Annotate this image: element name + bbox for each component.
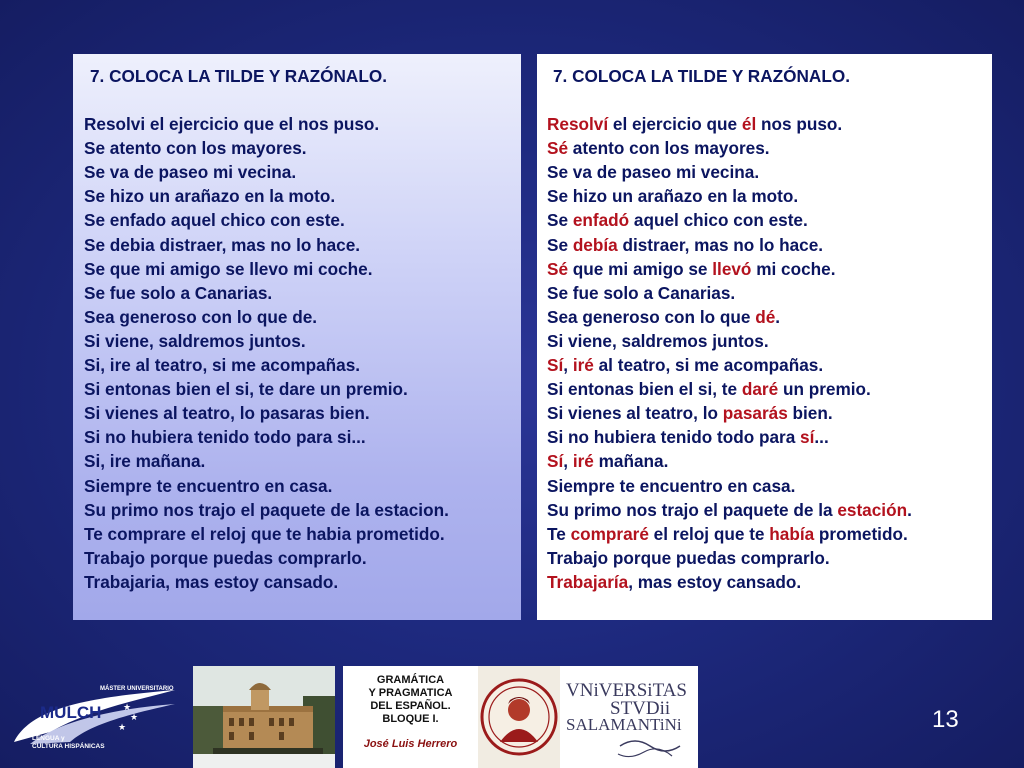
left-sentence: Siempre te encuentro en casa.	[84, 475, 333, 496]
right-sentence	[547, 233, 982, 257]
right-sentence	[547, 474, 982, 498]
right-sentence	[547, 112, 982, 136]
sentence-fragment: bien.	[787, 403, 833, 424]
right-sentence	[547, 449, 982, 473]
sentence-fragment: ,	[563, 355, 573, 376]
logo-sub-text-2: CULTURA HISPÁNICAS	[32, 743, 105, 750]
sentence-fragment: prometido.	[814, 523, 908, 544]
left-sentence: Se va de paseo mi vecina.	[84, 162, 297, 183]
mulch-logo	[10, 680, 180, 760]
left-sentence: Te comprare el reloj que te habia prometido.	[84, 523, 445, 544]
right-sentence	[547, 281, 982, 305]
author-name: José Luis Herrero	[363, 738, 458, 750]
sentence-fragment: ,	[563, 451, 573, 472]
accented-word: Sí	[547, 451, 564, 472]
exercise-panel-left	[73, 54, 521, 620]
sentence-fragment: Se fue solo a Canarias.	[547, 282, 736, 303]
sentence-fragment: Si no hubiera tenido todo para	[547, 427, 801, 448]
accented-word: sí	[800, 427, 815, 448]
accented-word: llevó	[712, 258, 752, 279]
accented-word: había	[769, 523, 815, 544]
left-sentence: Se debia distraer, mas no lo hace.	[84, 234, 361, 255]
right-sentence	[547, 498, 982, 522]
course-line-4: BLOQUE I.	[382, 713, 439, 725]
right-sentence	[547, 257, 982, 281]
accented-word: estación	[837, 499, 908, 520]
sentence-fragment: un premio.	[778, 379, 871, 400]
right-sentence	[547, 522, 982, 546]
sentence-fragment: Si vienes al teatro, lo	[547, 403, 723, 424]
right-sentence	[547, 329, 982, 353]
accented-word: iré	[572, 451, 594, 472]
right-sentence	[547, 570, 982, 594]
svg-text:★: ★	[123, 703, 132, 713]
left-sentence-list	[84, 112, 511, 594]
logo-top-text: MÁSTER UNIVERSITARIO	[100, 686, 174, 692]
sentence-fragment: Trabajo porque puedas comprarlo.	[547, 547, 830, 568]
right-sentence	[547, 401, 982, 425]
university-line-3: SALAMANTiNi	[566, 715, 682, 734]
right-sentence-list	[547, 112, 982, 594]
accented-word: pasarás	[722, 403, 788, 424]
sentence-fragment: Se hizo un arañazo en la moto.	[547, 186, 799, 207]
right-sentence	[547, 208, 982, 232]
svg-text:★: ★	[118, 723, 127, 733]
accented-word: Sé	[547, 138, 569, 159]
sentence-fragment: .	[907, 499, 912, 520]
left-sentence: Trabajo porque puedas comprarlo.	[84, 547, 367, 568]
accented-word: Resolví	[547, 114, 609, 135]
exercise-panel-right	[537, 54, 992, 620]
sentence-fragment: mañana.	[593, 451, 669, 472]
left-sentence: Si, ire mañana.	[84, 451, 206, 472]
left-sentence: Se atento con los mayores.	[84, 138, 307, 159]
left-sentence: Se enfado aquel chico con este.	[84, 210, 345, 231]
course-line-1: GRAMÁTICA	[376, 674, 445, 686]
right-sentence	[547, 305, 982, 329]
left-panel-title: 7. COLOCA LA TILDE Y RAZÓNALO.	[90, 66, 387, 86]
university-line-2: STVDii	[610, 698, 671, 719]
course-line-3: DEL ESPAÑOL.	[370, 700, 451, 712]
sentence-fragment: nos puso.	[756, 114, 843, 135]
right-sentence	[547, 377, 982, 401]
left-sentence: Si vienes al teatro, lo pasaras bien.	[84, 403, 370, 424]
sentence-fragment: al teatro, si me acompañas.	[593, 355, 824, 376]
sentence-fragment: mi coche.	[751, 258, 836, 279]
sentence-fragment: Su primo nos trajo el paquete de la	[547, 499, 838, 520]
right-sentence	[547, 136, 982, 160]
left-sentence: Se hizo un arañazo en la moto.	[84, 186, 336, 207]
left-sentence: Si, ire al teatro, si me acompañas.	[84, 355, 361, 376]
left-sentence: Resolvi el ejercicio que el nos puso.	[84, 114, 380, 135]
university-logo	[560, 666, 698, 768]
sentence-fragment: , mas estoy cansado.	[628, 571, 802, 592]
right-sentence	[547, 425, 982, 449]
sentence-fragment: Siempre te encuentro en casa.	[547, 475, 796, 496]
left-sentence: Si no hubiera tenido todo para si...	[84, 427, 366, 448]
svg-text:★: ★	[130, 713, 139, 723]
sentence-fragment: ...	[814, 427, 829, 448]
logo-name-text: MULCH	[40, 703, 102, 722]
accented-word: Sé	[547, 258, 569, 279]
left-sentence: Su primo nos trajo el paquete de la estacion.	[84, 499, 449, 520]
sentence-fragment: .	[775, 306, 781, 327]
right-sentence	[547, 160, 982, 184]
sentence-fragment: Se	[547, 234, 573, 255]
right-panel-title: 7. COLOCA LA TILDE Y RAZÓNALO.	[553, 66, 850, 86]
accented-word: daré	[741, 379, 779, 400]
university-line-1: VNiVERSiTAS	[566, 680, 687, 701]
sentence-fragment: que mi amigo se	[568, 258, 713, 279]
sentence-fragment: Se	[547, 210, 573, 231]
left-sentence: Se que mi amigo se llevo mi coche.	[84, 258, 373, 279]
accented-word: él	[741, 114, 757, 135]
right-sentence	[547, 184, 982, 208]
left-sentence: Sea generoso con lo que de.	[84, 306, 318, 327]
nebrija-seal-image	[478, 666, 560, 768]
sentence-fragment: el ejercicio que	[608, 114, 742, 135]
accented-word: enfadó	[572, 210, 630, 231]
sentence-fragment: Si viene, saldremos juntos.	[547, 330, 769, 351]
university-building-photo	[193, 666, 335, 768]
right-sentence	[547, 546, 982, 570]
left-sentence: Si viene, saldremos juntos.	[84, 330, 306, 351]
accented-word: Trabajaría	[547, 571, 629, 592]
sentence-fragment: aquel chico con este.	[629, 210, 808, 231]
left-sentence: Se fue solo a Canarias.	[84, 282, 273, 303]
left-sentence: Trabajaria, mas estoy cansado.	[84, 571, 339, 592]
sentence-fragment: Te	[547, 523, 571, 544]
accented-word: compraré	[570, 523, 649, 544]
accented-word: dé	[755, 306, 776, 327]
sentence-fragment: Se va de paseo mi vecina.	[547, 162, 760, 183]
sentence-fragment: distraer, mas no lo hace.	[617, 234, 824, 255]
left-sentence: Si entonas bien el si, te dare un premio.	[84, 379, 408, 400]
page-number: 13	[932, 706, 959, 733]
sentence-fragment: Si entonas bien el si, te	[547, 379, 742, 400]
accented-word: debía	[572, 234, 618, 255]
course-line-2: Y PRAGMATICA	[368, 687, 453, 699]
course-title-box	[343, 666, 478, 768]
logo-sub-text-1: LENGUA y	[32, 735, 65, 742]
sentence-fragment: Sea generoso con lo que	[547, 306, 756, 327]
sentence-fragment: atento con los mayores.	[568, 138, 770, 159]
accented-word: iré	[572, 355, 594, 376]
right-sentence	[547, 353, 982, 377]
sentence-fragment: el reloj que te	[648, 523, 770, 544]
accented-word: Sí	[547, 355, 564, 376]
